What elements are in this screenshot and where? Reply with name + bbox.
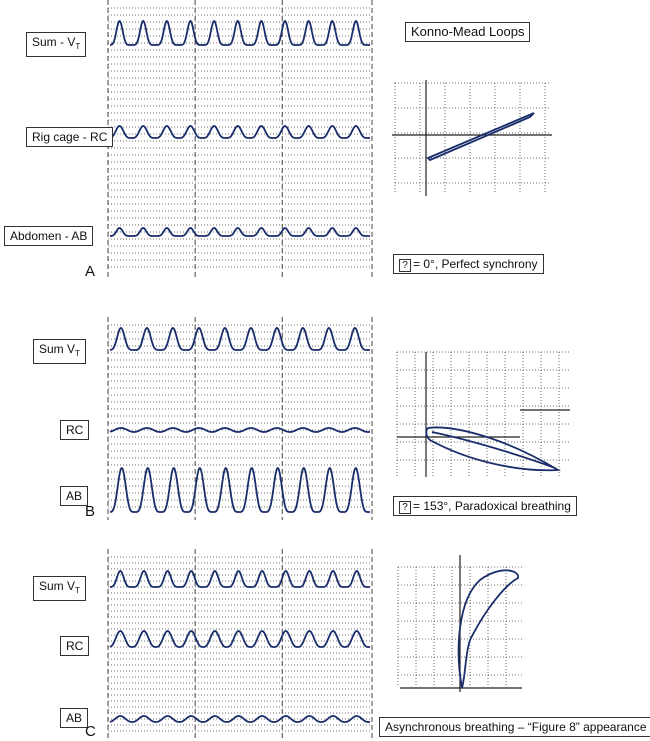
loop-c-path xyxy=(459,570,518,688)
panel-b-ab-trace xyxy=(110,468,370,512)
panel-a-caption: ? = 0°, Perfect synchrony xyxy=(393,254,544,274)
panel-c-ab-label: AB xyxy=(60,708,88,728)
panel-b-letter: B xyxy=(85,503,96,520)
loop-b-path xyxy=(426,427,558,470)
panel-a-sum-vt-label: Sum - $V_T$ xyxy=(26,32,86,57)
phase-angle-symbol: ? xyxy=(399,501,411,514)
loop-a-grid xyxy=(395,83,550,193)
panel-c-sum-vt-label: Sum $V_T$ xyxy=(33,576,86,601)
panel-a-letter: A xyxy=(85,263,96,280)
panel-b-sum-vt-label: Sum $V_T$ xyxy=(33,339,86,364)
panel-a-grid-vlines xyxy=(108,0,372,278)
panel-c-sum-vt-trace xyxy=(110,571,370,587)
panel-b-rc-label: RC xyxy=(60,420,89,440)
panel-a-rc-trace xyxy=(110,126,370,138)
panel-b-ab-label: AB xyxy=(60,486,88,506)
phase-angle-symbol: ? xyxy=(399,259,411,272)
panel-c-letter: C xyxy=(85,723,96,740)
konno-mead-title: Konno-Mead Loops xyxy=(405,22,530,42)
panel-a-abdomen-label: Abdomen - AB xyxy=(4,226,93,246)
panel-a-rib-cage-label: Rig cage - RC xyxy=(26,127,113,147)
konno-mead-loops xyxy=(392,80,570,692)
panel-c-caption: Asynchronous breathing – “Figure 8” appearance xyxy=(379,717,650,737)
panel-b-grid-vlines xyxy=(108,317,372,520)
panel-b-caption: ? = 153°, Paradoxical breathing xyxy=(393,496,577,516)
panel-c-grid xyxy=(108,557,372,731)
loop-a-path xyxy=(428,113,534,160)
trace-grids xyxy=(108,0,372,741)
panel-c-rc-trace xyxy=(110,631,370,647)
loop-b-grid xyxy=(397,352,570,477)
panel-c-rc-label: RC xyxy=(60,636,89,656)
panel-a-sum-vt-trace xyxy=(110,21,370,45)
